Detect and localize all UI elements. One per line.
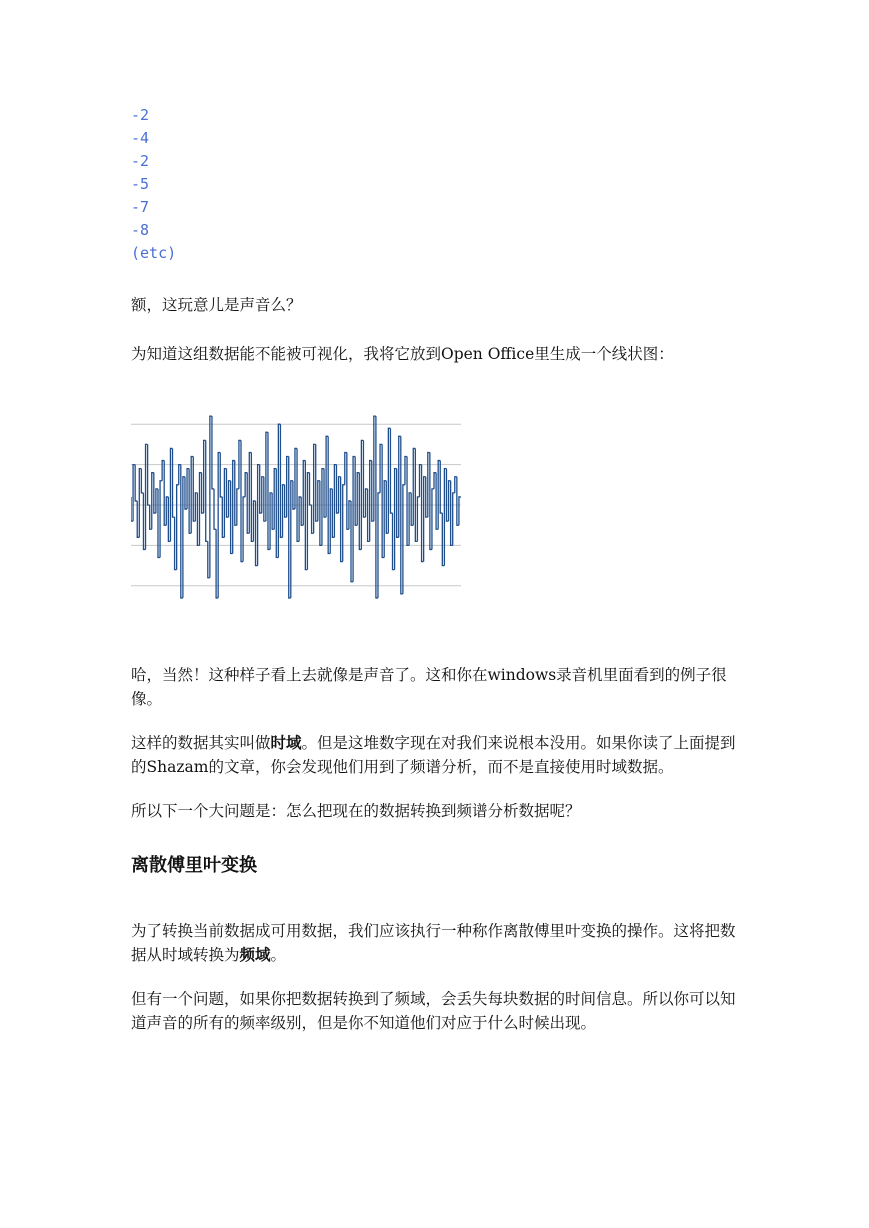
waveform-segment [237,489,239,525]
waveform-segment [206,440,208,541]
paragraph-question: 额，这玩意儿是声音么？ [131,296,302,314]
waveform-segment [459,497,461,525]
section-heading-dft: 离散傅里叶变换 [131,855,257,876]
time-domain-text-pre: 这样的数据其实叫做 [131,734,271,752]
paragraph-visualize: 为知道这组数据能不能被可视化，我将它放到Open Office里生成一个线状图： [131,345,674,363]
time-domain-term: 时域 [270,733,302,752]
waveform-segment [148,444,150,505]
waveform-svg [131,402,461,608]
article-body [131,104,746,1035]
sample-value-etc: (etc) [131,244,177,262]
frequency-domain-term: 频域 [239,945,271,964]
paragraph-problem: 但有一个问题，如果你把数据转换到了频域，会丢失每块数据的时间信息。所以你可以知道声音的所有的频率级别，但是你不知道他们对应于什么时候出现。 [131,990,736,1032]
sample-value-line: -7 [131,198,150,216]
waveform-segment [212,416,214,489]
waveform-segment [160,481,162,558]
paragraph-dft [131,919,746,967]
sample-value-line: -8 [131,221,150,239]
dft-text-post: 。 [270,946,287,964]
sample-value-line: -5 [131,175,150,193]
sample-values-block [131,104,746,265]
waveform-chart [131,402,461,608]
waveform-segment [309,473,311,505]
waveform-segment [177,485,179,570]
sample-value-line: -2 [131,106,150,124]
paragraph-sound: 哈，当然！这种样子看上去就像是声音了。这和你在windows录音机里面看到的例子很像。 [131,666,727,708]
sample-value-line: -2 [131,152,150,170]
waveform-segment [403,485,405,594]
waveform-segment [135,465,137,501]
time-domain-text-post: 。但是这堆数字现在对我们来说根本没用。如果你读了上面提到的Shazam的文章，你会发现他们用到了频谱分析，而不是直接使用时域数据。 [131,734,736,776]
waveform-segment [453,493,455,546]
waveform-segment [243,497,245,562]
dft-text-pre: 为了转换当前数据成可用数据，我们应该执行一种称作离散傅里叶变换的操作。这将把数据从时域转换为 [131,922,736,964]
paragraph-time-domain [131,731,746,779]
waveform-segment [214,489,216,529]
waveform-segment [173,448,175,517]
waveform-segment [343,485,345,562]
paragraph-next-question: 所以下一个大问题是：怎么把现在的数据转换到频谱分析数据呢？ [131,802,581,820]
waveform-segment [390,428,392,513]
waveform-segment [141,469,143,493]
waveform-segment [220,452,222,496]
waveform-segment [417,497,419,541]
sample-value-line: -4 [131,129,150,147]
waveform-series [131,416,461,598]
waveform-segment [432,489,434,550]
